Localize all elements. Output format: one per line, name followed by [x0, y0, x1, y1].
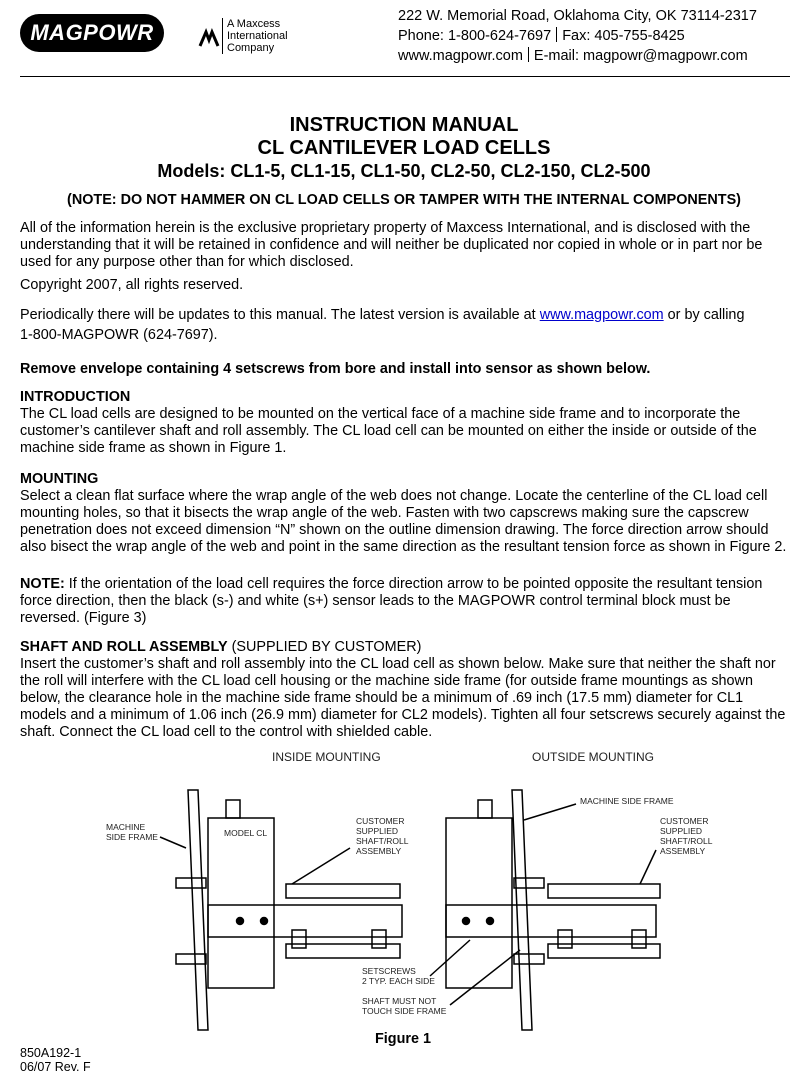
svg-text:SIDE FRAME: SIDE FRAME — [106, 832, 158, 842]
svg-text:2 TYP. EACH SIDE: 2 TYP. EACH SIDE — [362, 976, 435, 986]
web-email — [398, 46, 778, 66]
maxcess-tagline: A Maxcess International Company — [222, 18, 288, 54]
phone-fax: Phone: 1-800-624-7697 Fax: 405-755-8425 — [398, 28, 685, 44]
svg-text:SUPPLIED: SUPPLIED — [356, 826, 399, 836]
svg-text:SUPPLIED: SUPPLIED — [660, 826, 703, 836]
svg-text:SHAFT MUST NOT: SHAFT MUST NOT — [362, 996, 437, 1006]
figure-1-diagram — [0, 740, 808, 1040]
hammer-note: (NOTE: DO NOT HAMMER ON CL LOAD CELLS OR TAMPER WITH THE INTERNAL COMPONENTS) — [67, 192, 741, 208]
svg-text:ASSEMBLY: ASSEMBLY — [660, 846, 706, 856]
svg-text:SETSCREWS: SETSCREWS — [362, 966, 416, 976]
models-line: Models: CL1-5, CL1-15, CL1-50, CL2-50, CL2-150, CL2-500 — [157, 161, 651, 181]
magpowr-website-link[interactable]: www.magpowr.com — [539, 307, 664, 323]
address: 222 W. Memorial Road, Oklahoma City, OK 73114-2317 — [398, 8, 757, 24]
revision: 06/07 Rev. F — [20, 1060, 91, 1074]
svg-text:TOUCH SIDE FRAME: TOUCH SIDE FRAME — [362, 1006, 447, 1016]
header-divider — [20, 76, 790, 77]
svg-text:ASSEMBLY: ASSEMBLY — [356, 846, 402, 856]
svg-text:CUSTOMER: CUSTOMER — [660, 816, 709, 826]
magpowr-logo: MAGPOWR — [20, 14, 164, 52]
svg-text:MACHINE: MACHINE — [106, 822, 146, 832]
figure-caption: Figure 1 — [375, 1031, 431, 1047]
shaft-heading: SHAFT AND ROLL ASSEMBLY (SUPPLIED BY CUSTOMER) — [20, 639, 422, 655]
maxcess-logo-icon — [198, 26, 220, 56]
doc-number: 850A192-1 — [20, 1046, 82, 1060]
inside-mounting-title: INSIDE MOUNTING — [272, 750, 381, 764]
note-paragraph: NOTE: If the orientation of the load cell requires the force direction arrow to be pointed opposite the resultant tension force direction, then the black (s-) and white (s+) sensor leads to the MAGPOWR control terminal block must be reversed. (Figure 3) — [20, 576, 763, 626]
manual-title: INSTRUCTION MANUAL — [289, 114, 519, 136]
website-link[interactable]: www.magpowr.com — [398, 48, 523, 64]
svg-text:SHAFT/ROLL: SHAFT/ROLL — [356, 836, 409, 846]
copyright: Copyright 2007, all rights reserved. — [20, 277, 244, 293]
svg-text:SHAFT/ROLL: SHAFT/ROLL — [660, 836, 713, 846]
mounting-heading: MOUNTING — [20, 471, 99, 487]
outside-mounting-title: OUTSIDE MOUNTING — [532, 750, 654, 764]
intro-text: The CL load cells are designed to be mounted on the vertical face of a machine side frame and to incorporate the customer’s cantilever shaft and roll assembly. The CL load cell can be mounted on either the inside or outside of the machine side frame as shown in Figure 1. — [20, 406, 757, 456]
proprietary-paragraph: All of the information herein is the exclusive proprietary property of Maxcess International, and is disclosed with the understanding that it will be retained in confidence and will neither be duplicated nor copied in whole or in part nor be used for any purpose other than for which disclosed. — [20, 220, 763, 270]
model-cl-label: MODEL CL — [224, 828, 268, 838]
shaft-text: Insert the customer’s shaft and roll assembly into the CL load cell as shown below. Make sure that neither the shaft nor the roll will interfere with the CL load cell housing or the machine side frame (for outside frame mountings as shown below, the clearance hole in the machine side frame should be a minimum of .69 inch (17.5 mm) diameter for CL1 models and a minimum of 1.06 inch (26.9 mm) diameter for CL2 models). Tighten all four setscrews securely against the shaft. Connect the CL load cell to the control with shielded cable. — [20, 656, 786, 740]
intro-heading: INTRODUCTION — [20, 389, 131, 405]
mounting-text: Select a clean flat surface where the wrap angle of the web does not change. Locate the centerline of the CL load cell mounting holes, so that it bisects the wrap angle of the web. Fasten with two capscrews making sure the capscrew penetration does not exceed dimension “N” shown on the outline dimension drawing. The force direction arrow should also bisect the wrap angle of the web and point in the same direction as the resultant tension force as shown in Figure 2. — [20, 488, 787, 555]
svg-text:MACHINE SIDE FRAME: MACHINE SIDE FRAME — [580, 796, 674, 806]
product-title: CL CANTILEVER LOAD CELLS — [257, 137, 551, 159]
email-link[interactable]: E-mail: magpowr@magpowr.com — [533, 48, 748, 64]
remove-envelope-instruction: Remove envelope containing 4 setscrews from bore and install into sensor as shown below. — [20, 361, 651, 377]
svg-text:CUSTOMER: CUSTOMER — [356, 816, 405, 826]
contact-block — [398, 6, 778, 66]
updates-paragraph: Periodically there will be updates to this manual. The latest version is available at www.magpowr.com or by calling 1-800-MAGPOWR (624-7697). — [20, 307, 745, 343]
